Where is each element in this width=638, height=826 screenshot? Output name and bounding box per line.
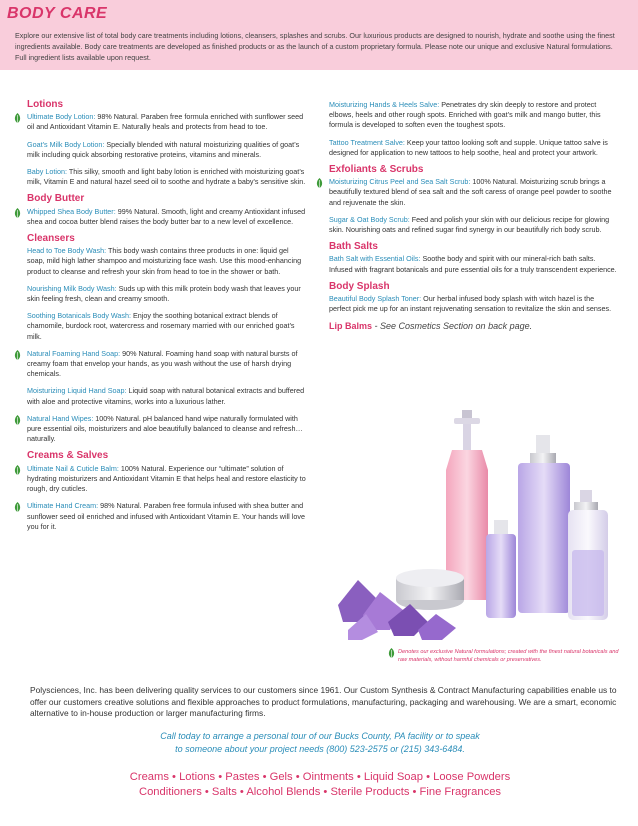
product-desc: Soothe body and spirit with our mineral-rich bath salts. Infused with fragrant botanicals and pure essential oils for a truly transcendent experience. — [329, 254, 617, 274]
product-natural-hand-wipes — [27, 414, 308, 445]
product-name: Whipped Shea Body Butter: — [27, 206, 116, 216]
product-name: Natural Foaming Hand Soap: — [27, 348, 121, 358]
natural-leaf-icon — [14, 502, 21, 514]
product-types-list — [20, 770, 620, 800]
product-types-line-2: Conditioners • Salts • Alcohol Blends • Sterile Products • Fine Fragrances — [138, 786, 502, 798]
product-desc: Liquid soap with natural botanical extracts and buffered with aloe and protective vitamins, works into a luxurious lather. — [27, 386, 305, 406]
natural-leaf-icon — [14, 415, 21, 427]
page-title: BODY CARE — [7, 5, 108, 22]
header-banner — [0, 0, 638, 70]
product-tattoo-treatment-salve — [329, 138, 618, 158]
product-name: Moisturizing Liquid Hand Soap: — [27, 386, 127, 396]
product-types-line-1: Creams • Lotions • Pastes • Gels • Ointments • Liquid Soap • Loose Powders — [129, 771, 511, 783]
section-heading-lotions: Lotions — [27, 99, 64, 110]
product-name: Natural Hand Wipes: — [27, 413, 94, 423]
section-heading-bath-salts: Bath Salts — [329, 241, 378, 253]
cta-line-2: to someone about your project needs (800) 523-2575 or (215) 343-6484. — [175, 744, 465, 754]
product-name: Moisturizing Citrus Peel and Sea Salt Scrub: — [329, 177, 471, 187]
product-desc: This silky, smooth and light baby lotion is enriched with moisturizing goat’s milk, Vitamin E and natural hazel seed oil to soothe and hydrate a baby’s sensitive skin. — [27, 167, 306, 187]
product-desc: 98% Natural. Paraben free formula infused with shea butter and sunflower seed oil enriched and infused with Antioxidant Vitamin E. Your hands will love you for it. — [27, 501, 305, 531]
product-bottles-photo — [318, 400, 628, 640]
product-soothing-botanicals-body-wash — [27, 311, 308, 342]
lip-balms-reference: - See Cosmetics Section on back page. — [372, 321, 533, 332]
product-name: Nourishing Milk Body Wash: — [27, 283, 117, 293]
section-heading-body-splash: Body Splash — [329, 280, 390, 292]
call-to-action — [60, 730, 580, 756]
product-name: Head to Toe Body Wash: — [27, 246, 107, 256]
product-name: Bath Salt with Essential Oils: — [329, 254, 421, 264]
product-baby-lotion — [27, 167, 308, 187]
product-ultimate-hand-cream — [27, 501, 308, 532]
right-column — [318, 100, 618, 332]
product-body-splash-toner — [329, 294, 618, 314]
product-name: Tattoo Treatment Salve: — [329, 137, 405, 147]
natural-leaf-icon — [14, 350, 21, 362]
product-name: Soothing Botanicals Body Wash: — [27, 311, 132, 321]
product-bath-salt-essential-oils — [329, 254, 618, 274]
product-name: Moisturizing Hands & Heels Salve: — [329, 100, 440, 109]
product-desc: Specially blended with natural moisturizing qualities of goat’s milk including quick absorbing restorative proteins, vitamins and minerals. — [27, 139, 300, 159]
natural-leaf-icon — [388, 648, 395, 660]
product-name: Sugar & Oat Body Scrub: — [329, 214, 410, 224]
product-ultimate-body-lotion — [27, 112, 308, 132]
product-whipped-shea-body-butter — [27, 207, 308, 227]
product-desc: Enjoy the soothing botanical extract blends of chamomile, burdock root, watercress and rosemary married with our enriched goat’s milk. — [27, 311, 295, 341]
lip-balms-note — [329, 321, 618, 331]
product-name: Baby Lotion: — [27, 167, 67, 177]
product-desc: 98% Natural. Paraben free formula enriched with sunflower seed oil and Antioxidant Vitamin E. Naturally heals and protects from head to toe. — [27, 112, 304, 132]
product-desc: Suds up with this milk protein body wash that leaves your skin feeling fresh, clean and creamy smooth. — [27, 283, 301, 304]
product-desc: 100% Natural. Moisturizing scrub brings a beautifully textured blend of sea salt and the soft caress of orange peel powder to soothe and rejuvenate the skin. — [329, 177, 612, 207]
legend-text: Denotes our exclusive Natural formulations; created with the finest natural botanicals and raw materials, without harmful chemicals or preservatives. — [398, 649, 619, 663]
natural-formulation-legend — [398, 648, 620, 664]
lip-balms-label: Lip Balms — [329, 321, 373, 332]
product-desc: Feed and polish your skin with our delicious recipe for glowing skin. Nourishing oats and refined sugar find synergy in our beautifully rich body scrub. — [329, 214, 610, 235]
section-heading-body-butter: Body Butter — [27, 193, 85, 205]
product-nourishing-milk-body-wash — [27, 284, 308, 304]
product-ultimate-nail-cuticle-balm — [27, 464, 308, 495]
natural-leaf-icon — [316, 178, 323, 190]
product-desc: 100% Natural. Experience our “ultimate” solution of hydrating moisturizers and Antioxidant Vitamin E that helps heal and restore elasticity to rough, dry cuticles. — [27, 463, 306, 494]
product-desc: 90% Natural. Foaming hand soap with natural bursts of creamy foam that envelop your hands, as you wash without the use of harsh drying chemicals. — [27, 348, 298, 379]
product-name: Ultimate Body Lotion: — [27, 112, 96, 122]
product-hands-heels-salve — [329, 100, 618, 131]
product-citrus-sea-salt-scrub — [329, 177, 618, 208]
product-desc: Keep your tattoo looking soft and supple. Unique tattoo salve is designed for application to new tattoos to help soothe, heal and protect your artwork. — [329, 137, 608, 157]
section-heading-cleansers: Cleansers — [27, 233, 75, 245]
product-head-to-toe-body-wash — [27, 246, 308, 277]
company-about: Polysciences, Inc. has been delivering quality services to our customers since 1961. Our Custom Synthesis & Contract Manufacturing capabilities enable us to offer our customers creative solutions and flexible approaches to product formulations, manufacturing, packaging and warehousing. We are a smart, economic alternative to in-house production or larger manufacturing firms. — [30, 685, 617, 718]
product-name: Ultimate Nail & Cuticle Balm: — [27, 463, 119, 473]
product-desc: This body wash contains three products in one: liquid gel soap, mild high lather shampoo and moisturizing face wash. Use this mood-enhancing product to cleanse and refresh your skin from head to toe in the shower or bath. — [27, 246, 302, 276]
natural-leaf-icon — [14, 465, 21, 477]
left-column — [16, 100, 308, 539]
product-name: Beautiful Body Splash Toner: — [329, 294, 422, 304]
intro-text: Explore our extensive list of total body care treatments including lotions, cleansers, splashes and scrubs. Our luxurious products are designed to nourish, hydrate and soothe using the finest ingredients available. Body care treatments are developed as finished products or as the launch of a custom proprietary formula. Please note our unique and exclusive Natural formulations. Full ingredient lists available upon request. — [15, 31, 615, 62]
section-heading-creams-salves: Creams & Salves — [27, 450, 109, 462]
product-moisturizing-liquid-hand-soap — [27, 386, 308, 406]
product-sugar-oat-body-scrub — [329, 215, 618, 235]
product-desc: Our herbal infused body splash with witch hazel is the perfect pick me up for an instant rejuvenating sensation to revitalize the skin and senses. — [329, 294, 612, 314]
section-heading-exfoliants: Exfoliants & Scrubs — [329, 164, 424, 176]
product-name: Ultimate Hand Cream: — [27, 501, 99, 511]
natural-leaf-icon — [14, 208, 21, 220]
natural-leaf-icon — [14, 113, 21, 125]
product-desc: 99% Natural. Smooth, light and creamy Antioxidant infused shea and cocoa butter blend raises the body butter bar to a new level of excellence. — [27, 206, 306, 226]
product-desc: 100% Natural. pH balanced hand wipe naturally formulated with pure essential oils, moisturizers and aloe beautifully balanced to cleanse and refresh… naturally. — [27, 413, 303, 444]
product-desc: Penetrates dry skin deeply to restore and protect elbows, heels and other rough spots. Enriched with goat’s milk and mango butter, this formula is developed to soften even the toughest spots. — [329, 100, 601, 130]
product-goats-milk-body-lotion — [27, 140, 308, 160]
product-name: Goat’s Milk Body Lotion: — [27, 139, 105, 149]
cta-line-1: Call today to arrange a personal tour of our Bucks County, PA facility or to speak — [160, 731, 480, 741]
product-natural-foaming-hand-soap — [27, 349, 308, 380]
